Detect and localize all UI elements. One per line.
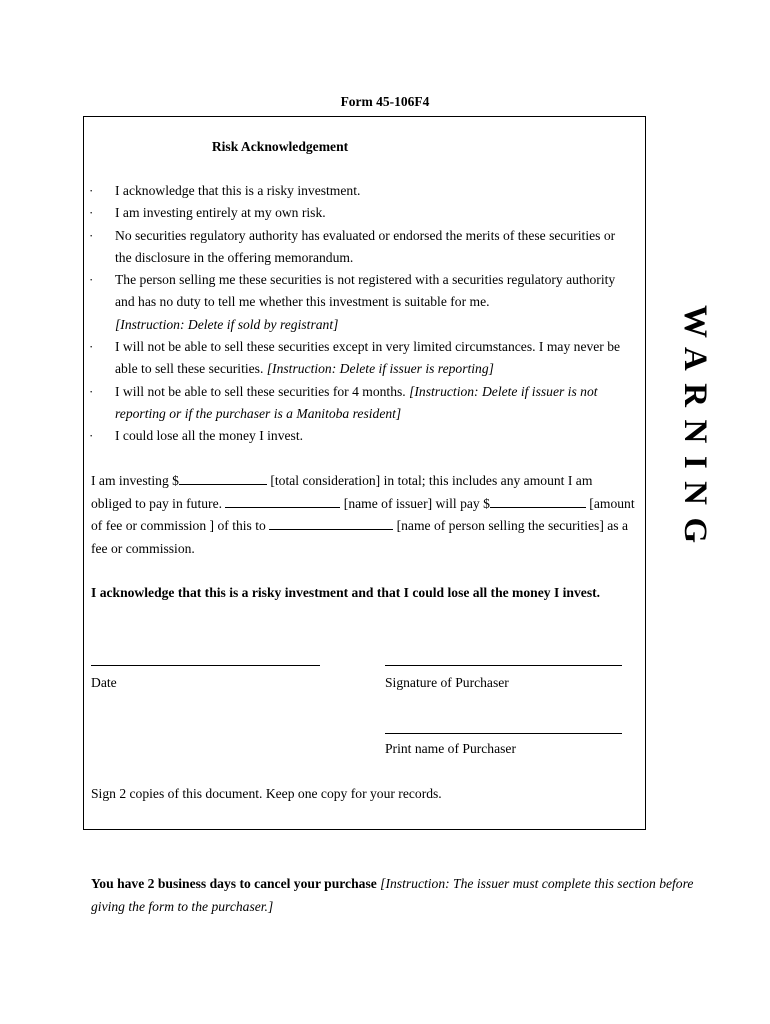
bullet-text: I will not be able to sell these securities except in very limited circumstances. I may never be able to sell these securities. [Instruction: Delete if issuer is reporting] (115, 339, 621, 377)
bullet-instruction: [Instruction: Delete if issuer is reporting] (266, 361, 494, 377)
bullet-mark: · (89, 428, 94, 444)
date-line[interactable] (91, 665, 320, 666)
bullet-mark: · (89, 339, 94, 355)
issuer-name-blank[interactable] (225, 496, 340, 508)
list-item (89, 269, 634, 336)
list-item (89, 336, 634, 381)
bullet-mark: · (89, 183, 94, 198)
list-item (89, 425, 634, 447)
risk-bullet-list (89, 180, 634, 448)
total-consideration-blank[interactable] (179, 473, 267, 485)
warning-vertical-label: WARNING (677, 305, 713, 556)
bullet-text: I am investing entirely at my own risk. (115, 205, 326, 221)
signature-line[interactable] (385, 665, 622, 666)
print-name-label: Print name of Purchaser (385, 741, 516, 756)
bullet-mark: · (89, 272, 94, 288)
cancel-purchase-notice: You have 2 business days to cancel your purchase [Instruction: The issuer must complete this section before giving the form to the purchaser.] (91, 876, 694, 914)
risk-acknowledgement-heading: Risk Acknowledgement (211, 139, 349, 154)
list-item (89, 202, 634, 224)
risk-acknowledgement-statement: I acknowledge that this is a risky investment and that I could lose all the money I invest. (91, 585, 601, 600)
bullet-mark: · (89, 383, 94, 399)
bullet-text: I acknowledge that this is a risky investment. (115, 183, 361, 198)
print-name-line[interactable] (385, 733, 622, 734)
signature-label: Signature of Purchaser (385, 675, 509, 690)
list-item (89, 225, 634, 270)
bullet-text: I will not be able to sell these securities for 4 months. [Instruction: Delete if issuer is not reporting or if the purchaser is a Manitoba resident] (115, 383, 598, 421)
bullet-text: The person selling me these securities is not registered with a securities regulatory authority and has no duty to tell me whether this investment is suitable for me. [Instruction: Delete if sold by registrant] (115, 272, 616, 332)
sign-copies-note: Sign 2 copies of this document. Keep one copy for your records. (91, 786, 442, 801)
bullet-instruction: [Instruction: Delete if sold by registrant] (115, 316, 339, 332)
list-item (89, 180, 634, 202)
fee-amount-blank[interactable] (490, 496, 586, 508)
bullet-text: I could lose all the money I invest. (115, 428, 304, 444)
date-label: Date (91, 675, 117, 690)
investment-amount-statement: I am investing $ [total consideration] in total; this includes any amount I am obliged to pay in future. [name of issuer] will pay $ [amount of fee or commission ] of this to [name of person selling the securities] as a fee or commission. (91, 473, 635, 556)
bullet-mark: · (89, 205, 94, 221)
bullet-text: No securities regulatory authority has evaluated or endorsed the merits of these securities or the disclosure in the offering memorandum. (115, 227, 616, 265)
bullet-mark: · (89, 227, 94, 243)
seller-name-blank[interactable] (269, 518, 393, 530)
bullet-instruction: [Instruction: Delete if issuer is not reporting or if the purchaser is a Manitoba resident] (115, 383, 598, 421)
form-number-title: Form 45-106F4 (340, 94, 430, 109)
list-item (89, 381, 634, 426)
